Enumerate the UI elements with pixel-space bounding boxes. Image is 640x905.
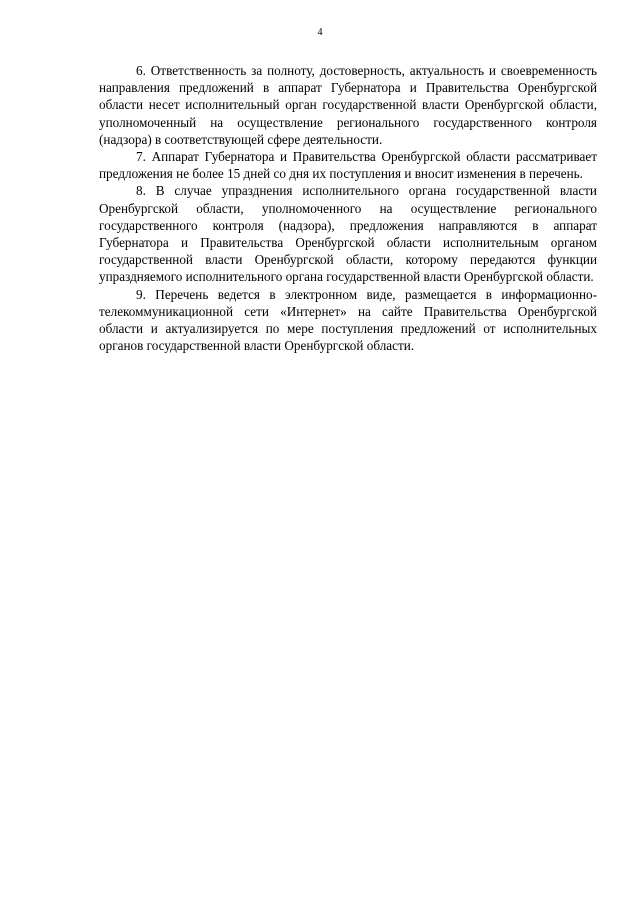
paragraph-8: 8. В случае упразднения исполнительного органа государственной власти Оренбургской области, уполномоченного на осуществление регионального государственного контроля (надзора), предложения направляются в аппарат Губернатора и Правительства Оренбургской области исполнительным органом государственной власти Оренбургской области, которому передаются функции упраздняемого исполнительного органа государственной власти Оренбургской области. (99, 183, 597, 285)
page-number: 4 (317, 27, 323, 38)
paragraph-9: 9. Перечень ведется в электронном виде, размещается в информационно-телекоммуникационной сети «Интернет» на сайте Правительства Оренбургской области и актуализируется по мере поступления предложений от исполнительных органов государственной власти Оренбургской области. (99, 286, 597, 354)
document-body (99, 62, 597, 354)
paragraph-7: 7. Аппарат Губернатора и Правительства Оренбургской области рассматривает предложения не более 15 дней со дня их поступления и вносит изменения в перечень. (99, 149, 597, 182)
paragraph-6: 6. Ответственность за полноту, достоверность, актуальность и своевременность направления предложений в аппарат Губернатора и Правительства Оренбургской области несет исполнительный орган государственной власти Оренбургской области, уполномоченный на осуществление регионального государственного контроля (надзора) в соответствующей сфере деятельности. (99, 63, 597, 147)
